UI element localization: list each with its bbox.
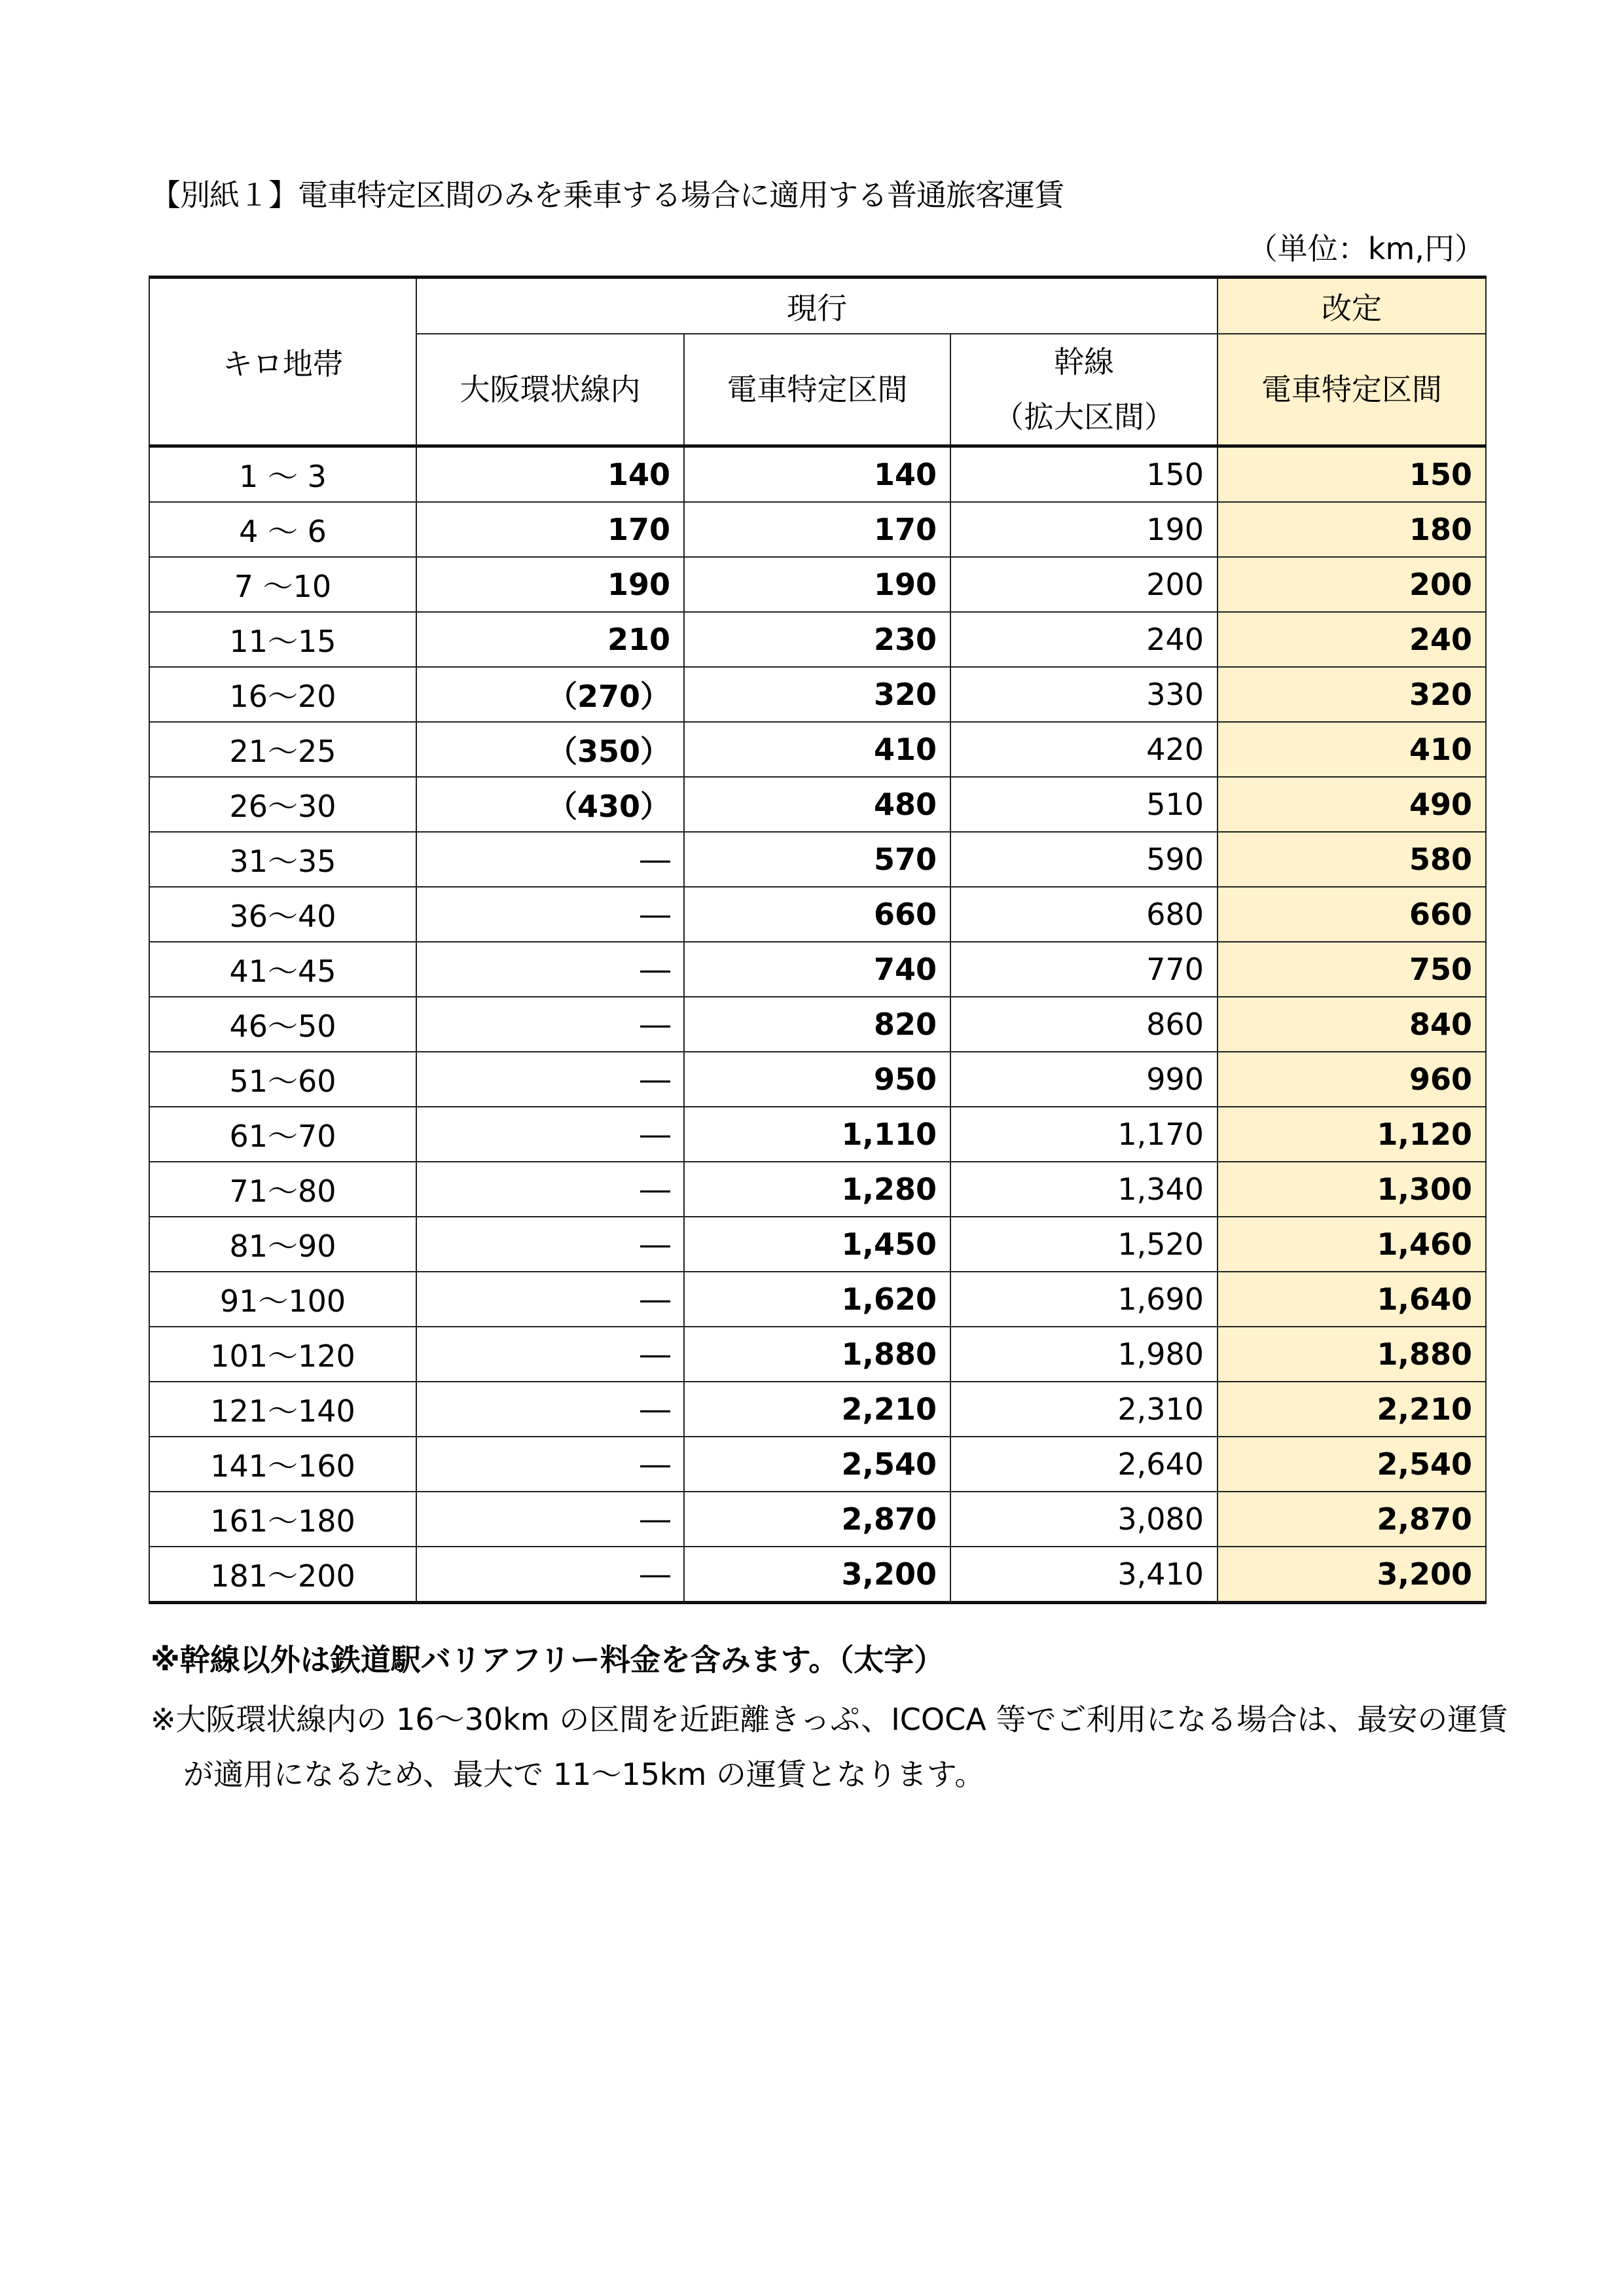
kansen-fare-cell: 2,640 [950,1437,1218,1492]
osaka-loop-fare-cell: （270） [416,667,684,722]
bold-note: ※幹線以外は鉄道駅バリアフリー料金を含みます。（太字） [151,1642,945,1677]
kansen-fare-cell: 1,340 [950,1162,1218,1217]
densha-tokutei-fare-cell: 2,210 [684,1382,950,1437]
densha-tokutei-fare-cell: 820 [684,997,950,1052]
table-row [149,1107,1486,1162]
table-row [149,887,1486,942]
densha-tokutei-fare-cell: 1,880 [684,1327,950,1382]
kilo-band-cell: 31〜35 [149,832,416,887]
kansen-fare-cell: 510 [950,777,1218,832]
revised-fare-cell: 1,880 [1218,1327,1486,1382]
header-densha-tokutei: 電車特定区間 [684,334,950,446]
kilo-band-cell: 26〜30 [149,777,416,832]
revised-fare-cell: 2,540 [1218,1437,1486,1492]
kilo-band-cell: 46〜50 [149,997,416,1052]
kilo-band-cell: 91〜100 [149,1272,416,1327]
densha-tokutei-fare-cell: 1,450 [684,1217,950,1272]
kansen-fare-cell: 420 [950,722,1218,777]
header-current: 現行 [416,278,1218,334]
osaka-loop-fare-cell: ― [416,942,684,997]
osaka-loop-fare-cell: ― [416,1437,684,1492]
densha-tokutei-fare-cell: 660 [684,887,950,942]
kansen-fare-cell: 1,980 [950,1327,1218,1382]
table-row [149,777,1486,832]
osaka-loop-fare-cell: ― [416,1107,684,1162]
osaka-loop-note: ※大阪環状線内の 16〜30km の区間を近距離きっぷ、ICOCA 等でご利用になる場合は、最安の運賃が適用になるため、最大で 11〜15km の運賃となります。 [151,1702,1508,1792]
kilo-band-cell: 41〜45 [149,942,416,997]
densha-tokutei-fare-cell: 3,200 [684,1547,950,1603]
densha-tokutei-fare-cell: 320 [684,667,950,722]
osaka-loop-fare-cell: ― [416,997,684,1052]
osaka-loop-fare-cell: ― [416,1162,684,1217]
revised-fare-cell: 150 [1218,446,1486,503]
table-row [149,502,1486,557]
table-row [149,1547,1486,1603]
kilo-band-cell: 4 〜 6 [149,502,416,557]
kansen-fare-cell: 1,520 [950,1217,1218,1272]
kilo-band-cell: 7 〜10 [149,557,416,612]
densha-tokutei-fare-cell: 1,280 [684,1162,950,1217]
fare-table [149,276,1487,1604]
kilo-band-cell: 71〜80 [149,1162,416,1217]
header-revised: 改定 [1218,278,1486,334]
densha-tokutei-fare-cell: 2,870 [684,1492,950,1547]
table-row [149,832,1486,887]
table-row [149,1217,1486,1272]
osaka-loop-fare-cell: ― [416,1327,684,1382]
table-row [149,1492,1486,1547]
kansen-fare-cell: 240 [950,612,1218,667]
table-row [149,1437,1486,1492]
kilo-band-cell: 161〜180 [149,1492,416,1547]
revised-fare-cell: 660 [1218,887,1486,942]
kilo-band-cell: 21〜25 [149,722,416,777]
densha-tokutei-fare-cell: 410 [684,722,950,777]
revised-fare-cell: 1,300 [1218,1162,1486,1217]
densha-tokutei-fare-cell: 2,540 [684,1437,950,1492]
table-row [149,612,1486,667]
densha-tokutei-fare-cell: 1,110 [684,1107,950,1162]
kilo-band-cell: 81〜90 [149,1217,416,1272]
densha-tokutei-fare-cell: 740 [684,942,950,997]
kilo-band-cell: 181〜200 [149,1547,416,1603]
revised-fare-cell: 320 [1218,667,1486,722]
table-row [149,667,1486,722]
osaka-loop-fare-cell: （430） [416,777,684,832]
kansen-fare-cell: 590 [950,832,1218,887]
revised-fare-cell: 2,870 [1218,1492,1486,1547]
document-title: 【別紙１】電車特定区間のみを乗車する場合に適用する普通旅客運賃 [151,177,1064,213]
kansen-fare-cell: 3,080 [950,1492,1218,1547]
table-row [149,1162,1486,1217]
osaka-loop-fare-cell: 190 [416,557,684,612]
densha-tokutei-fare-cell: 140 [684,446,950,503]
densha-tokutei-fare-cell: 570 [684,832,950,887]
osaka-loop-fare-cell: ― [416,1052,684,1107]
revised-fare-cell: 960 [1218,1052,1486,1107]
table-row [149,1382,1486,1437]
revised-fare-cell: 580 [1218,832,1486,887]
osaka-loop-fare-cell: 170 [416,502,684,557]
table-row [149,722,1486,777]
revised-fare-cell: 410 [1218,722,1486,777]
header-kansen-line1: 幹線 [1054,344,1115,380]
kilo-band-cell: 141〜160 [149,1437,416,1492]
header-kansen [950,334,1218,446]
revised-fare-cell: 200 [1218,557,1486,612]
revised-fare-cell: 180 [1218,502,1486,557]
header-revised-densha: 電車特定区間 [1218,334,1486,446]
table-row [149,446,1486,503]
osaka-loop-fare-cell: 210 [416,612,684,667]
osaka-loop-fare-cell: ― [416,1492,684,1547]
kansen-fare-cell: 680 [950,887,1218,942]
densha-tokutei-fare-cell: 480 [684,777,950,832]
revised-fare-cell: 1,460 [1218,1217,1486,1272]
kansen-fare-cell: 770 [950,942,1218,997]
kansen-fare-cell: 1,690 [950,1272,1218,1327]
kilo-band-cell: 101〜120 [149,1327,416,1382]
kansen-fare-cell: 2,310 [950,1382,1218,1437]
osaka-loop-fare-cell: ― [416,1217,684,1272]
kilo-band-cell: 36〜40 [149,887,416,942]
kansen-fare-cell: 3,410 [950,1547,1218,1603]
table-row [149,997,1486,1052]
header-osaka-loop: 大阪環状線内 [416,334,684,446]
revised-fare-cell: 240 [1218,612,1486,667]
table-row [149,1272,1486,1327]
kansen-fare-cell: 150 [950,446,1218,503]
unit-label: （単位：km,円） [1247,231,1485,266]
kilo-band-cell: 11〜15 [149,612,416,667]
densha-tokutei-fare-cell: 230 [684,612,950,667]
kilo-band-cell: 1 〜 3 [149,446,416,503]
kansen-fare-cell: 200 [950,557,1218,612]
revised-fare-cell: 1,120 [1218,1107,1486,1162]
densha-tokutei-fare-cell: 950 [684,1052,950,1107]
osaka-loop-fare-cell: ― [416,1272,684,1327]
osaka-loop-fare-cell: 140 [416,446,684,503]
kilo-band-cell: 61〜70 [149,1107,416,1162]
densha-tokutei-fare-cell: 170 [684,502,950,557]
table-row [149,942,1486,997]
osaka-loop-fare-cell: ― [416,887,684,942]
kilo-band-cell: 51〜60 [149,1052,416,1107]
table-row [149,557,1486,612]
kilo-band-cell: 16〜20 [149,667,416,722]
header-kansen-line2: （拡大区間） [994,399,1175,435]
revised-fare-cell: 3,200 [1218,1547,1486,1603]
kilo-band-cell: 121〜140 [149,1382,416,1437]
revised-fare-cell: 490 [1218,777,1486,832]
revised-fare-cell: 750 [1218,942,1486,997]
osaka-loop-fare-cell: （350） [416,722,684,777]
revised-fare-cell: 1,640 [1218,1272,1486,1327]
osaka-loop-fare-cell: ― [416,1547,684,1603]
osaka-loop-fare-cell: ― [416,1382,684,1437]
osaka-loop-fare-cell: ― [416,832,684,887]
kansen-fare-cell: 990 [950,1052,1218,1107]
table-row [149,1052,1486,1107]
revised-fare-cell: 840 [1218,997,1486,1052]
densha-tokutei-fare-cell: 1,620 [684,1272,950,1327]
revised-fare-cell: 2,210 [1218,1382,1486,1437]
header-kilo: キロ地帯 [149,278,416,446]
kansen-fare-cell: 1,170 [950,1107,1218,1162]
densha-tokutei-fare-cell: 190 [684,557,950,612]
fare-table-body [149,446,1486,1603]
kansen-fare-cell: 860 [950,997,1218,1052]
table-row [149,1327,1486,1382]
kansen-fare-cell: 190 [950,502,1218,557]
kansen-fare-cell: 330 [950,667,1218,722]
